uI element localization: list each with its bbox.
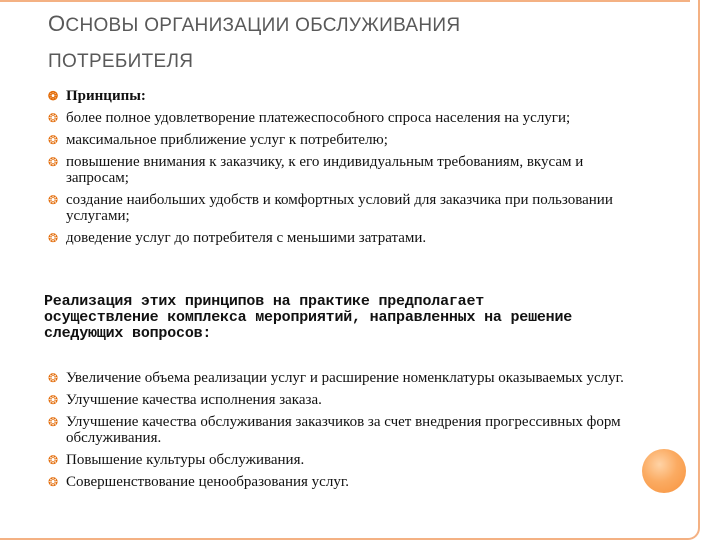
list-item bbox=[48, 370, 638, 386]
bullet-icon: ❂ bbox=[48, 111, 59, 125]
bullet-icon: ❂ bbox=[48, 453, 59, 467]
principles-list bbox=[48, 88, 638, 252]
bullet-icon: ❂ bbox=[48, 193, 59, 207]
list-item bbox=[48, 132, 638, 148]
body-paragraph: Реализация этих принципов на практике предполагает осуществление комплекса мероприятий, направленных на решение следующих вопросов: bbox=[44, 293, 573, 342]
list-item bbox=[48, 392, 638, 408]
bullet-icon: ❂ bbox=[48, 415, 59, 429]
list-item-text: Принципы: bbox=[66, 88, 146, 104]
tasks-list bbox=[48, 370, 638, 496]
slide-title bbox=[48, 6, 668, 80]
list-item bbox=[48, 230, 638, 246]
title-first-letter: О bbox=[48, 11, 66, 36]
bullet-icon: ❂ bbox=[48, 371, 59, 385]
list-item-text: Повышение культуры обслуживания. bbox=[66, 452, 305, 468]
bullet-icon: ❂ bbox=[48, 393, 59, 407]
list-item-text: повышение внимания к заказчику, к его индивидуальным требованиям, вкусам и запросам; bbox=[66, 154, 584, 186]
list-item bbox=[48, 192, 638, 224]
list-item bbox=[48, 452, 638, 468]
title-line2: ПОТРЕБИТЕЛЯ bbox=[48, 51, 194, 72]
list-item bbox=[48, 88, 638, 104]
list-item bbox=[48, 474, 638, 490]
list-item-text: максимальное приближение услуг к потребителю; bbox=[66, 132, 388, 148]
bullet-icon: ❂ bbox=[48, 231, 59, 245]
title-line1: СНОВЫ ОРГАНИЗАЦИИ ОБСЛУЖИВАНИЯ bbox=[65, 15, 461, 36]
list-item bbox=[48, 110, 638, 126]
bullet-icon: ❂ bbox=[48, 475, 59, 489]
bullet-icon: ❂ bbox=[48, 155, 59, 169]
list-item-text: Совершенствование ценообразования услуг. bbox=[66, 474, 350, 490]
list-item bbox=[48, 154, 638, 186]
list-item-text: Улучшение качества обслуживания заказчиков за счет внедрения прогрессивных форм обслуживания. bbox=[66, 414, 621, 446]
list-item-text: Улучшение качества исполнения заказа. bbox=[66, 392, 322, 408]
list-item-text: создание наибольших удобств и комфортных условий для заказчика при пользовании услугами; bbox=[66, 192, 613, 224]
list-item bbox=[48, 414, 638, 446]
list-item-text: более полное удовлетворение платежеспособного спроса населения на услуги; bbox=[66, 110, 571, 126]
list-item-text: Увеличение объема реализации услуг и расширение номенклатуры оказываемых услуг. bbox=[66, 370, 624, 386]
decorative-orange-circle bbox=[642, 449, 686, 493]
bullet-icon: ❂ bbox=[48, 89, 59, 103]
bullet-icon: ❂ bbox=[48, 133, 59, 147]
list-item-text: доведение услуг до потребителя с меньшими затратами. bbox=[66, 230, 427, 246]
